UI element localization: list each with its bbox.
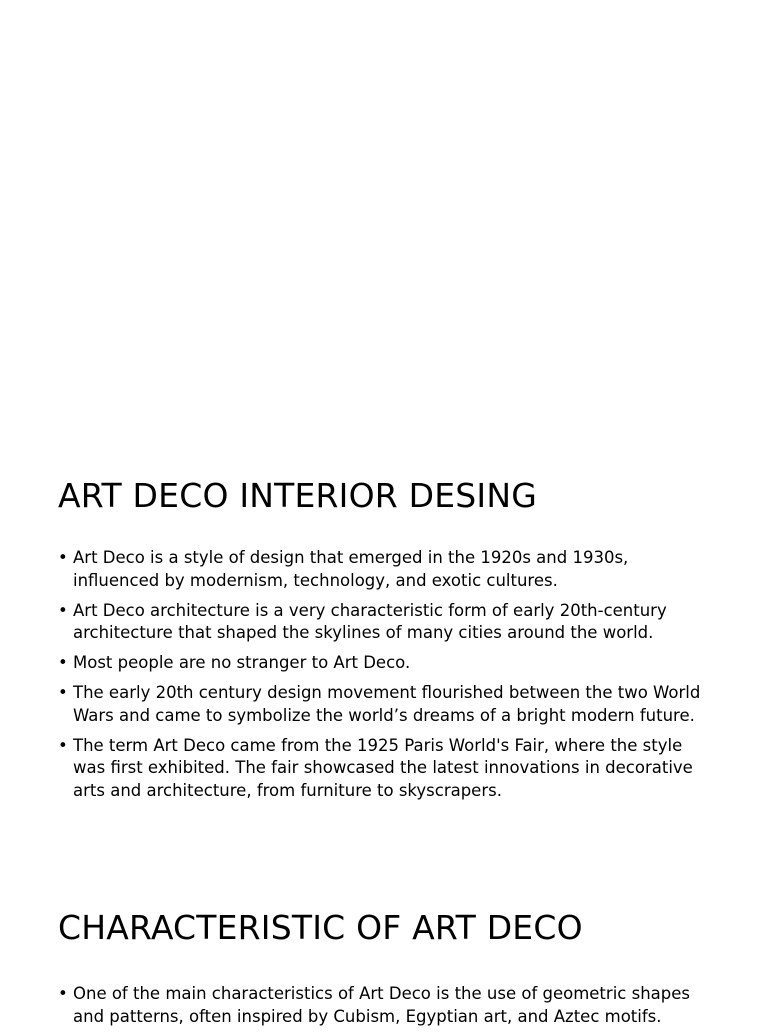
bullet-item xyxy=(58,682,708,727)
bullet-item xyxy=(58,735,708,803)
bullet-icon: • xyxy=(58,735,68,755)
bullet-list xyxy=(58,547,708,802)
bullet-icon: • xyxy=(58,600,68,620)
bullet-text: One of the main characteristics of Art Deco is the use of geometric shapes and patterns, often inspired by Cubism, Egyptian art, and Aztec motifs. xyxy=(73,984,690,1026)
bullet-list xyxy=(58,983,708,1028)
slide-section-art-deco-interior-design xyxy=(58,476,708,810)
bullet-icon: • xyxy=(58,653,68,672)
bullet-item xyxy=(58,983,708,1028)
bullet-icon: • xyxy=(58,683,68,702)
bullet-item xyxy=(58,600,708,645)
bullet-icon: • xyxy=(58,984,68,1003)
section-title: ART DECO INTERIOR DESING xyxy=(58,476,537,515)
bullet-text: The term Art Deco came from the 1925 Paris World's Fair, where the style was first exhibited. The fair showcased the latest innovations in decorative arts and architecture, from furniture to skyscrapers. xyxy=(73,735,693,800)
bullet-text: Most people are no stranger to Art Deco. xyxy=(73,653,411,672)
slide-section-characteristic-of-art-deco xyxy=(58,908,708,1036)
bullet-item xyxy=(58,652,708,675)
bullet-text: Art Deco is a style of design that emerged in the 1920s and 1930s, influenced by modernism, technology, and exotic cultures. xyxy=(73,548,629,590)
section-title: CHARACTERISTIC OF ART DECO xyxy=(58,908,583,947)
bullet-text: Art Deco architecture is a very characteristic form of early 20th-century architecture that shaped the skylines of many cities around the world. xyxy=(73,600,667,642)
bullet-item xyxy=(58,547,708,592)
bullet-text: The early 20th century design movement flourished between the two World Wars and came to symbolize the world’s dreams of a bright modern future. xyxy=(73,683,701,725)
bullet-icon: • xyxy=(58,548,68,567)
